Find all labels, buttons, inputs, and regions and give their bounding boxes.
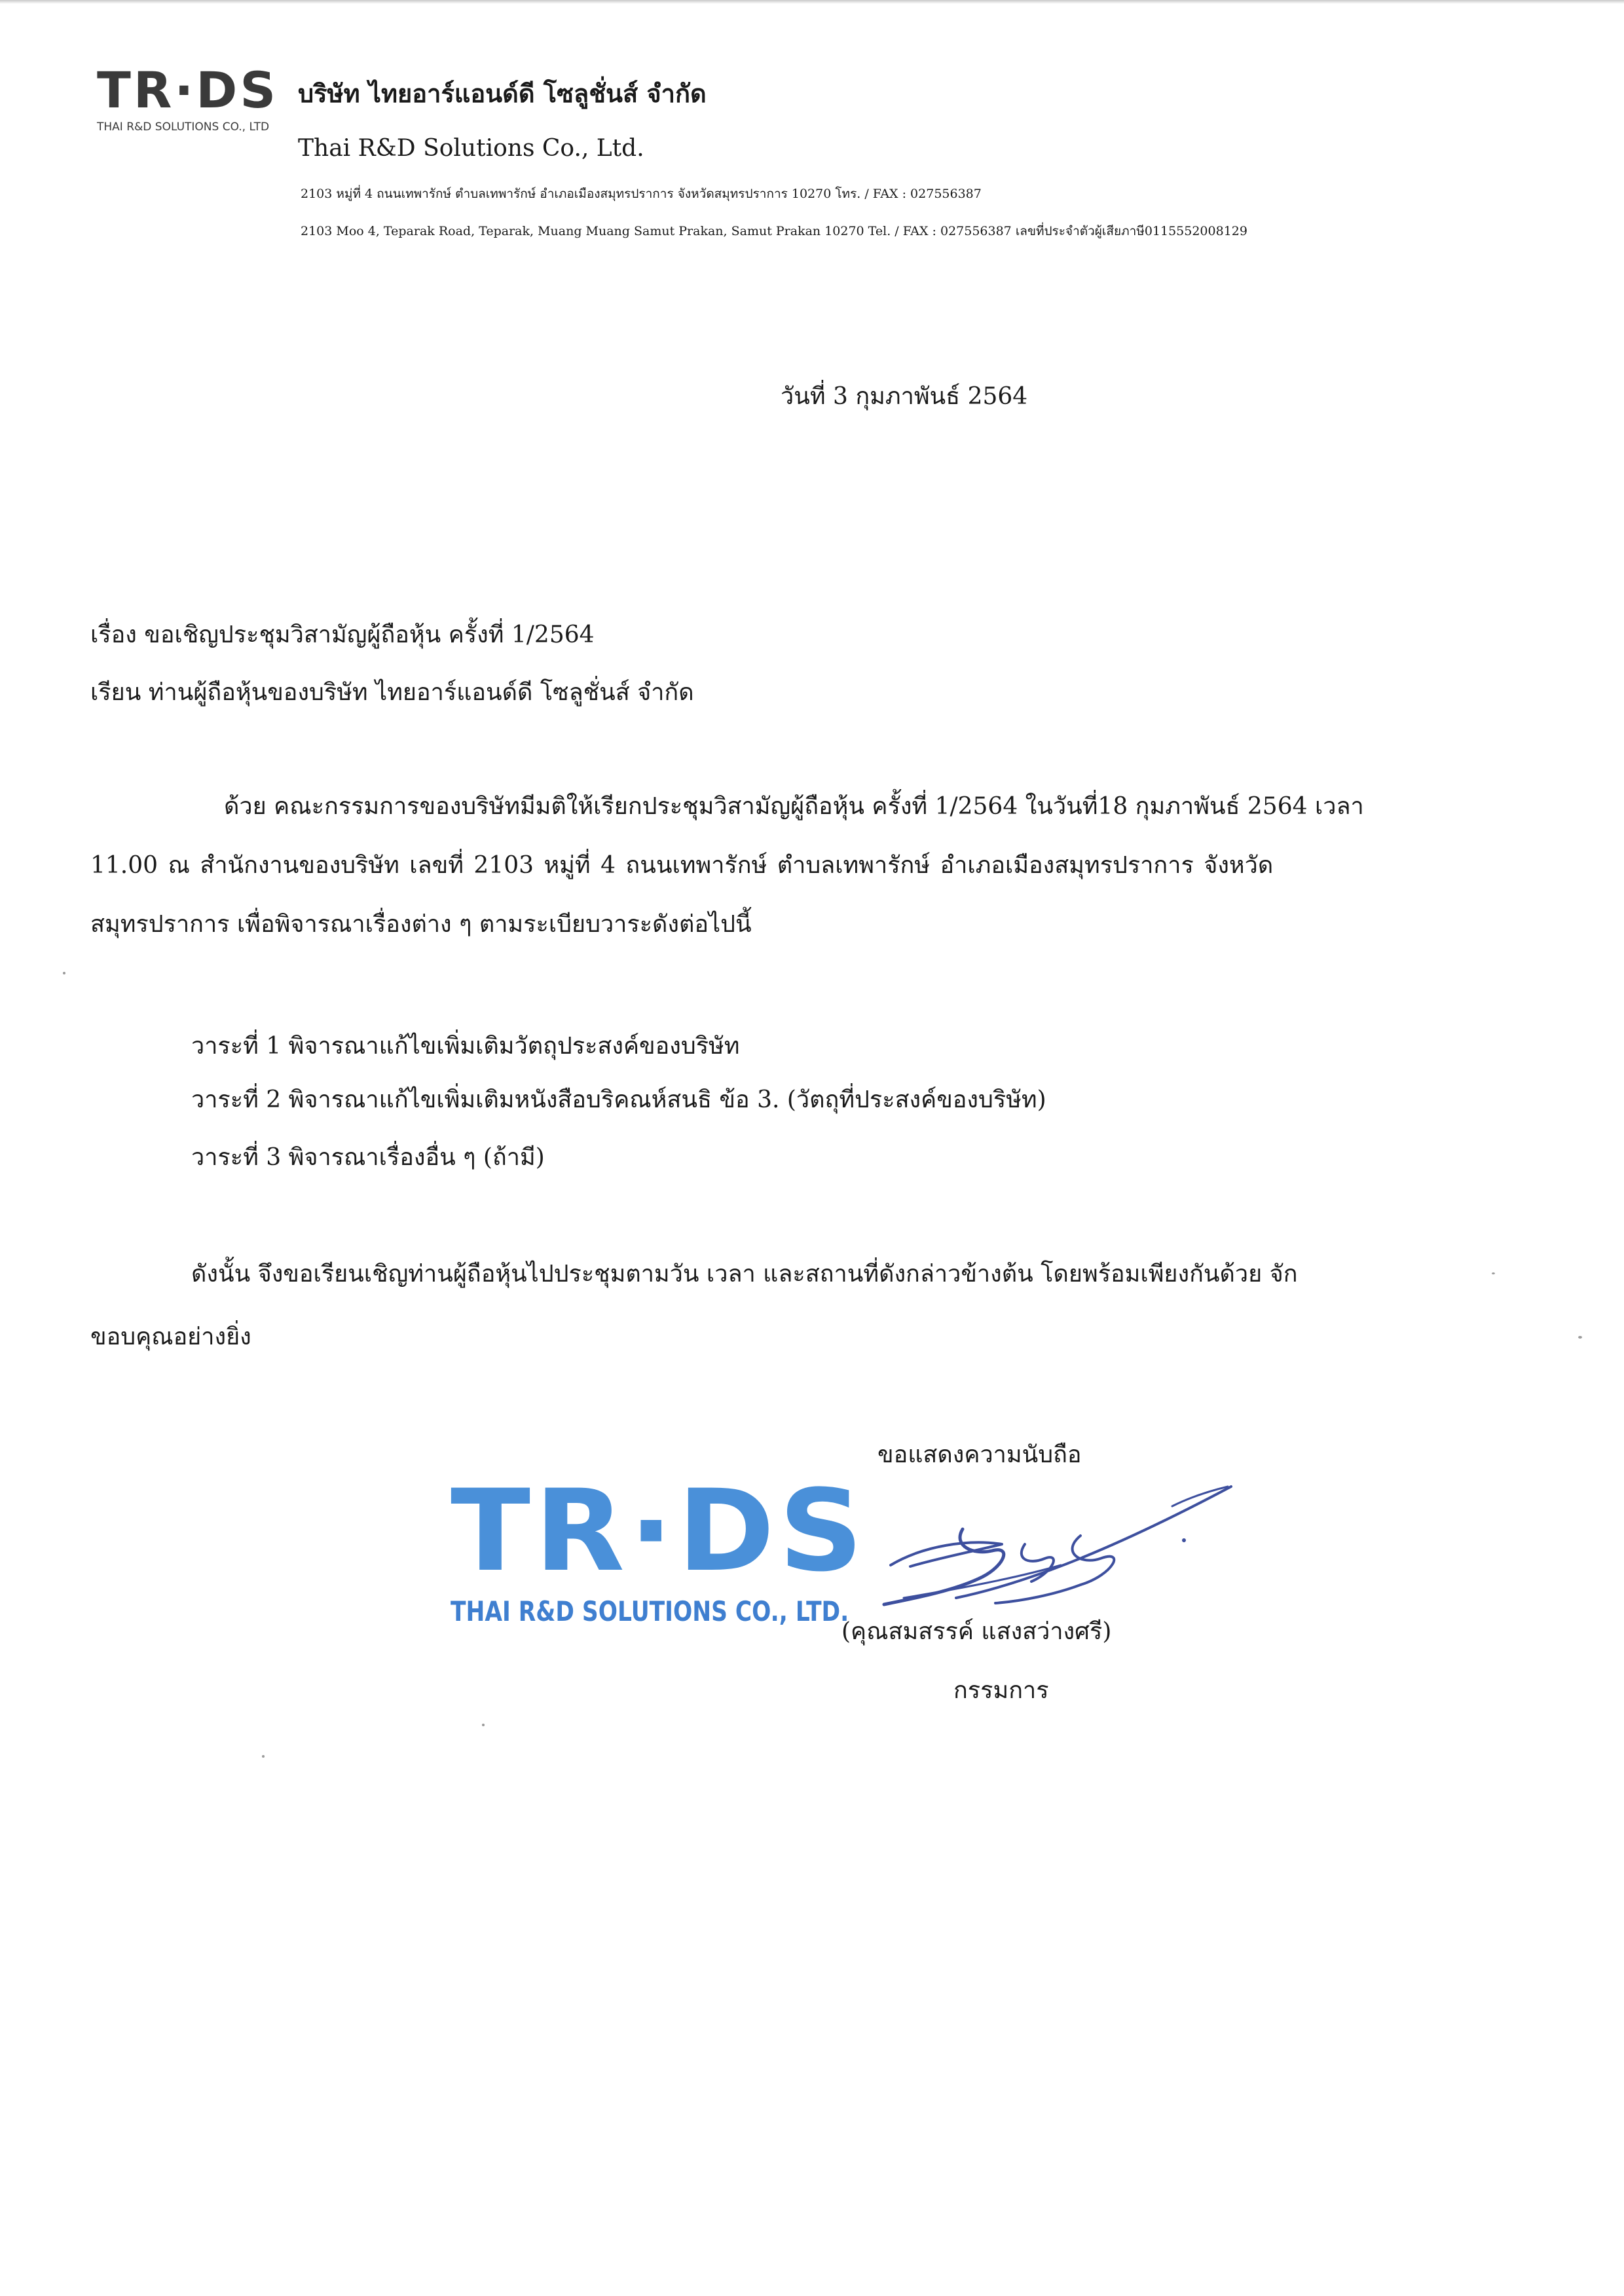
agenda-item-3: วาระที่ 3 พิจารณาเรื่องอื่น ๆ (ถ้ามี) (191, 1144, 545, 1171)
letterhead-logo-subtitle: THAI R&D SOLUTIONS CO., LTD (97, 120, 270, 134)
paragraph-2-line: ดังนั้น จึงขอเรียนเชิญท่านผู้ถือหุ้นไปประชุมตามวัน เวลา และสถานที่ดังกล่าวข้างต้น โดยพร้อมเพียงกันด้วย จัก (191, 1261, 1298, 1287)
signer-position: กรรมการ (953, 1677, 1049, 1704)
company-address-thai: 2103 หมู่ที่ 4 ถนนเทพารักษ์ ตำบลเทพารักษ์ อำเภอเมืองสมุทรปราการ จังหวัดสมุทรปราการ 10270 โทร. / FAX : 027556387 (301, 187, 982, 201)
scan-speck (1492, 1272, 1495, 1274)
letter-date: วันที่ 3 กุมภาพันธ์ 2564 (781, 383, 1028, 410)
agenda-item-1: วาระที่ 1 พิจารณาแก้ไขเพิ่มเติมวัตถุประสงค์ของบริษัท (191, 1033, 740, 1060)
agenda-item-2: วาระที่ 2 พิจารณาแก้ไขเพิ่มเติมหนังสือบริคณห์สนธิ ข้อ 3. (วัตถุที่ประสงค์ของบริษัท) (191, 1086, 1046, 1113)
letter-subject: เรื่อง ขอเชิญประชุมวิสามัญผู้ถือหุ้น ครั้งที่ 1/2564 (90, 621, 595, 648)
company-stamp (451, 1465, 868, 1627)
closing-phrase: ขอแสดงความนับถือ (877, 1441, 1082, 1468)
company-stamp-subtitle: THAI R&D SOLUTIONS CO., LTD. (451, 1595, 849, 1627)
letterhead-logo (97, 61, 279, 134)
scan-speck (63, 972, 65, 974)
handwritten-signature (864, 1467, 1238, 1618)
scan-edge (0, 0, 1624, 4)
letter-salutation: เรียน ท่านผู้ถือหุ้นของบริษัท ไทยอาร์แอนด์ดี โซลูชั่นส์ จำกัด (90, 679, 694, 706)
letterhead-logo-mark: TR·DS (97, 61, 279, 119)
company-name-english: Thai R&D Solutions Co., Ltd. (298, 135, 644, 162)
paragraph-1-line: 11.00 ณ สำนักงานของบริษัท เลขที่ 2103 หมู่ที่ 4 ถนนเทพารักษ์ ตำบลเทพารักษ์ อำเภอเมืองสมุทรปราการ จังหวัด (90, 852, 1274, 879)
company-name-thai: บริษัท ไทยอาร์แอนด์ดี โซลูชั่นส์ จำกัด (298, 79, 707, 108)
company-address-english: 2103 Moo 4, Teparak Road, Teparak, Muang Muang Samut Prakan, Samut Prakan 10270 Tel. / FAX : 027556387 เลขที่ประจำตัวผู้เสียภาษี0115552008129 (301, 224, 1247, 238)
scan-speck (1578, 1336, 1582, 1339)
signer-name: (คุณสมสรรค์ แสงสว่างศรี) (841, 1618, 1112, 1645)
scan-speck (482, 1724, 485, 1726)
paragraph-2-line: ขอบคุณอย่างยิ่ง (90, 1324, 251, 1350)
company-stamp-mark: TR·DS (451, 1465, 868, 1597)
paragraph-1-line: ด้วย คณะกรรมการของบริษัทมีมติให้เรียกประชุมวิสามัญผู้ถือหุ้น ครั้งที่ 1/2564 ในวันที่18 กุมภาพันธ์ 2564 เวลา (224, 793, 1364, 820)
paragraph-1-line: สมุทรปราการ เพื่อพิจารณาเรื่องต่าง ๆ ตามระเบียบวาระดังต่อไปนี้ (90, 911, 752, 938)
scan-speck (262, 1755, 265, 1758)
